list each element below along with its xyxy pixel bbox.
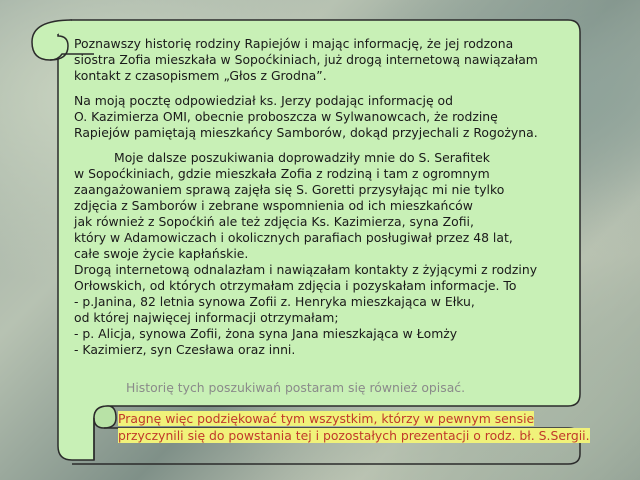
letter-text: [74, 36, 574, 367]
paragraph-1: Poznawszy historię rodziny Rapiejów i mając informację, że jej rodzona siostra Zofia mieszkała w Sopoćkiniach, już drogą internetową nawiązałam kontakt z czasopismem „Głos z Grodna”.: [74, 36, 538, 83]
paragraph-3: Moje dalsze poszukiwania doprowadziły mnie do S. Serafitek w Sopoćkiniach, gdzie mieszkała Zofia z rodziną i tam z ogromnym zaangażowaniem sprawą zajęła się S. Goretti przysyłając mi nie tylko zdjęcia z Samborów i zebrane wspomnienia od ich mieszkańców jak również z Sopoćkiń ale też zdjęcia Ks. Kazimierza, syna Zofii, który w Adamowiczach i okolicznych parafiach posługiwał przez 48 lat, całe swoje życie kapłańskie. Drogą internetową odnalazłam i nawiązałam kontakty z żyjącymi z rodziny Orłowskich, od których otrzymałam zdjęcia i pozyskałam informacje. To - p.Janina, 82 letnia synowa Zofii z. Henryka mieszkająca w Ełku, od której najwięcej informacji otrzymałam; - p. Alicja, synowa Zofii, żona syna Jana mieszkająca w Łomży - Kazimierz, syn Czesława oraz inni.: [74, 150, 538, 357]
scroll-panel: [28, 14, 584, 466]
thanks-block: [118, 410, 618, 444]
thanks-line-2: przyczynili się do powstania tej i pozostałych prezentacji o rodz. bł. S.Sergii.: [118, 428, 590, 443]
research-note: Historię tych poszukiwań postaram się również opisać.: [126, 380, 466, 395]
thanks-line-1: Pragnę więc podziękować tym wszystkim, którzy w pewnym sensie: [118, 411, 535, 426]
paragraph-2: Na moją pocztę odpowiedział ks. Jerzy podając informację od O. Kazimierza OMI, obecnie proboszcza w Sylwanowcach, że rodzinę Rapiejów pamiętają mieszkańcy Samborów, dokąd przyjechali z Rogożyna.: [74, 93, 538, 140]
